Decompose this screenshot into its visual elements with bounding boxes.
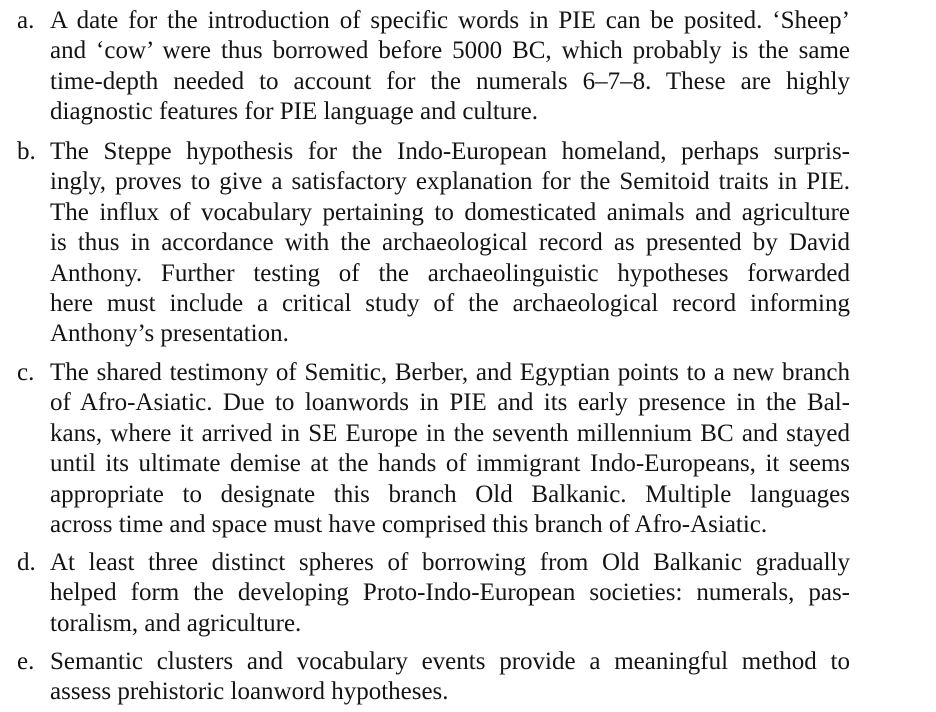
- text-line: appropriate to designate this branch Old Balkanic. Multiple languages: [50, 480, 850, 508]
- text-line: Anthony. Further testing of the archaeolinguistic hypotheses forwarded: [50, 259, 850, 287]
- list-marker: a.: [17, 7, 35, 34]
- text-line: A date for the introduction of specific words in PIE can be posited. ‘Sheep’: [50, 7, 850, 34]
- text-line: ingly, proves to give a satisfactory explanation for the Semitoid traits in PIE.: [50, 168, 850, 196]
- list-marker: e.: [17, 648, 35, 675]
- text-line: Semantic clusters and vocabulary events provide a meaningful method to: [50, 648, 850, 675]
- text-line: across time and space must have comprised this branch of Afro-Asiatic.: [50, 511, 768, 538]
- text-line: The influx of vocabulary pertaining to domesticated animals and agriculture: [50, 198, 850, 226]
- text-line: and ‘cow’ were thus borrowed before 5000 BC, which probably is the same: [50, 37, 850, 65]
- text-line: of Afro-Asiatic. Due to loanwords in PIE and its early presence in the Bal-: [50, 389, 850, 417]
- text-line: is thus in accordance with the archaeological record as presented by David: [50, 229, 850, 257]
- list-marker: d.: [17, 549, 36, 576]
- text-line: until its ultimate demise at the hands of immigrant Indo-Europeans, it seems: [50, 450, 850, 478]
- text-line: here must include a critical study of the archaeological record informing: [50, 290, 850, 317]
- text-line: The shared testimony of Semitic, Berber, and Egyptian points to a new branch: [50, 359, 850, 386]
- text-line: toralism, and agriculture.: [50, 609, 302, 637]
- list-marker: b.: [17, 138, 36, 165]
- text-line: Anthony’s presentation.: [50, 320, 289, 348]
- text-line: diagnostic features for PIE language and culture.: [50, 98, 539, 126]
- text-line: time-depth needed to account for the numerals 6–7–8. These are highly: [50, 67, 850, 95]
- text-line: The Steppe hypothesis for the Indo-European homeland, perhaps surpris-: [50, 138, 850, 165]
- text-line: assess prehistoric loanword hypotheses.: [50, 678, 449, 706]
- list-marker: c.: [17, 359, 35, 386]
- text-line: At least three distinct spheres of borrowing from Old Balkanic gradually: [50, 549, 850, 576]
- text-line: helped form the developing Proto-Indo-European societies: numerals, pas-: [50, 579, 850, 607]
- text-line: kans, where it arrived in SE Europe in the seventh millennium BC and stayed: [50, 419, 850, 447]
